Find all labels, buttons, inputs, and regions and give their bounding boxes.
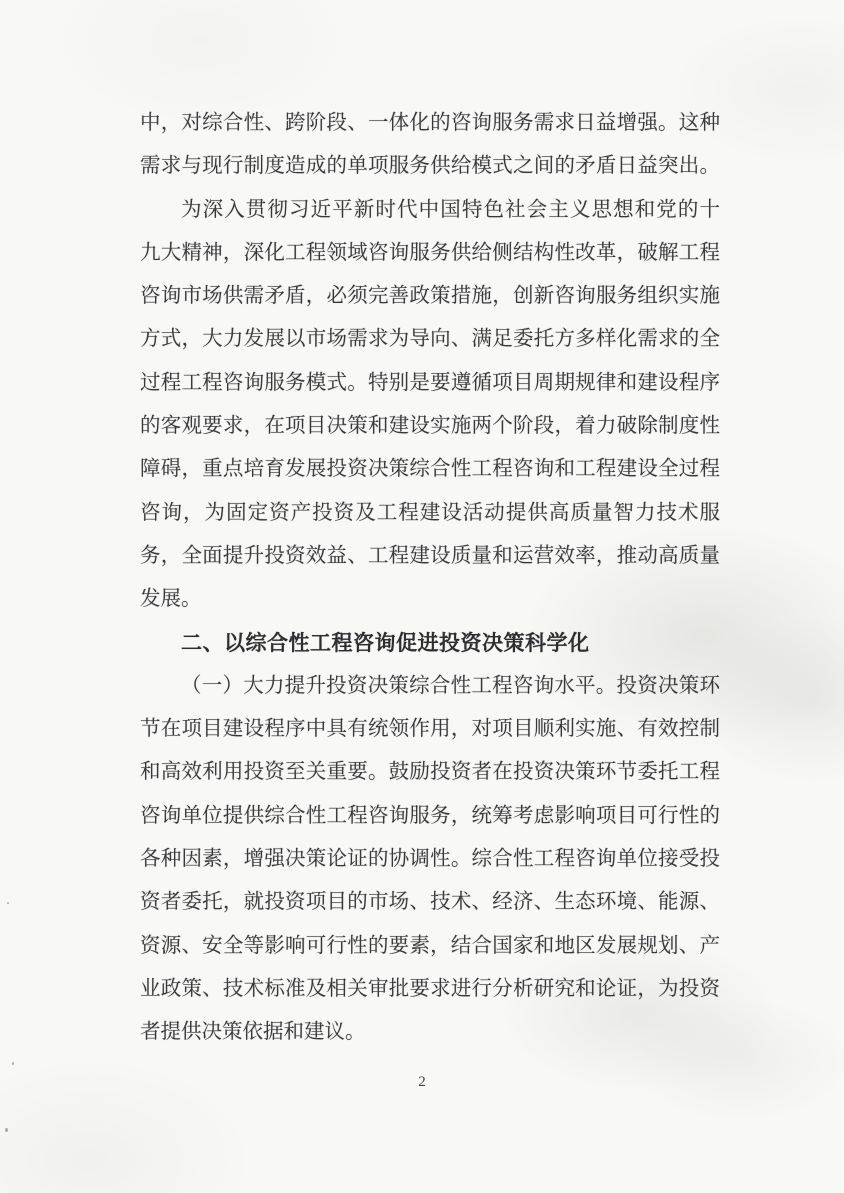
text-line: （一）大力提升投资决策综合性工程咨询水平。投资决策环: [181, 674, 720, 697]
text-line: 障碍，重点培育发展投资决策综合性工程咨询和工程建设全过程: [140, 458, 720, 481]
document-body: [140, 102, 720, 1055]
section-heading: 二、以综合性工程咨询促进投资决策科学化: [181, 631, 590, 655]
text-line: 资者委托，就投资项目的市场、技术、经济、生态环境、能源、: [140, 891, 720, 914]
text-line: 九大精神，深化工程领域咨询服务供给侧结构性改革，破解工程: [140, 241, 720, 264]
text-line: 为深入贯彻习近平新时代中国特色社会主义思想和党的十: [181, 198, 720, 221]
text-line: 资源、安全等影响可行性的要素，结合国家和地区发展规划、产: [140, 934, 720, 957]
scan-speckle: [12, 1062, 14, 1065]
text-line: 咨询单位提供综合性工程咨询服务，统筹考虑影响项目可行性的: [140, 804, 720, 827]
text-line: 过程工程咨询服务模式。特别是要遵循项目周期规律和建设程序: [140, 371, 720, 394]
text-line: 务，全面提升投资效益、工程建设质量和运营效率，推动高质量: [140, 544, 720, 567]
text-line: 业政策、技术标准及相关审批要求进行分析研究和论证，为投资: [140, 977, 720, 1000]
text-line: 发展。: [140, 588, 202, 611]
text-line: 节在项目建设程序中具有统领作用，对项目顺利实施、有效控制: [140, 718, 720, 741]
scan-speckle: [7, 902, 9, 904]
page-number: 2: [418, 1074, 426, 1090]
text-line: 中，对综合性、跨阶段、一体化的咨询服务需求日益增强。这种: [140, 112, 720, 134]
text-line: 咨询，为固定资产投资及工程建设活动提供高质量智力技术服: [140, 501, 720, 524]
text-line: 和高效利用投资至关重要。鼓励投资者在投资决策环节委托工程: [140, 761, 720, 784]
text-line: 的客观要求，在项目决策和建设实施两个阶段，着力破除制度性: [140, 415, 720, 438]
text-line: 各种因素，增强决策论证的协调性。综合性工程咨询单位接受投: [140, 848, 720, 871]
text-line: 方式，大力发展以市场需求为导向、满足委托方多样化需求的全: [140, 328, 720, 351]
text-line: 者提供决策依据和建议。: [140, 1021, 366, 1044]
scan-speckle: [5, 1128, 8, 1132]
text-line: 需求与现行制度造成的单项服务供给模式之间的矛盾日益突出。: [140, 155, 720, 178]
text-line: 咨询市场供需矛盾，必须完善政策措施，创新咨询服务组织实施: [140, 285, 720, 308]
